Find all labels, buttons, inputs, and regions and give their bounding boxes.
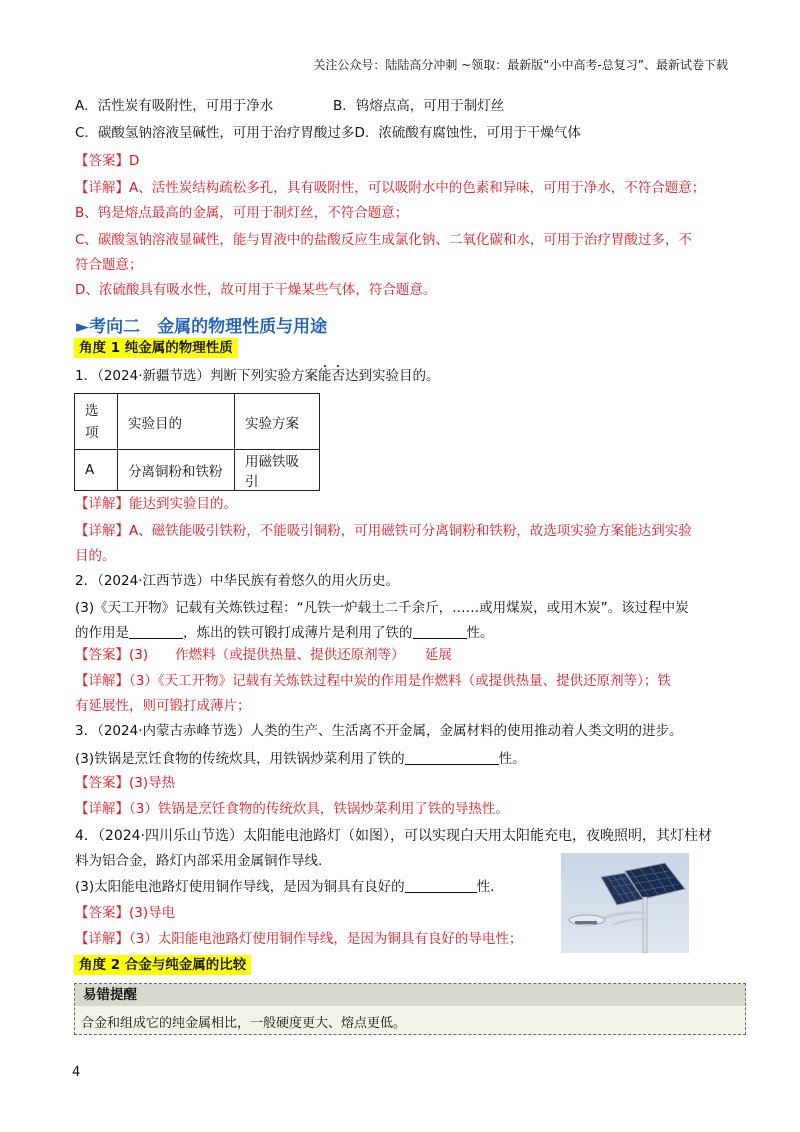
detail-q0-line3: C、碳酸氢钠溶液显碱性，能与胃液中的盐酸反应生成氯化钠、二氧化碳和水，可用于治疗胃酸过多，不 (75, 232, 692, 248)
q1-stem (75, 366, 740, 386)
answer-q0: 【答案】D (75, 153, 140, 169)
q4-stem-line1: 4．（2024·四川乐山节选）太阳能电池路灯（如图），可以实现白天用太阳能充电，夜晚照明，其灯柱材 (75, 828, 712, 844)
detail-q0-line4: 符合题意； (75, 257, 143, 273)
header-option-2: 项 (85, 424, 99, 441)
detail-q1-line2: 【详解】A、磁铁能吸引铁粉，不能吸引铜粉，可用磁铁可分离铜粉和铁粉，故选项实验方案能达到实验 (75, 523, 692, 539)
answer-blank (405, 878, 477, 893)
table-header-option (75, 394, 118, 450)
tip-box (74, 983, 746, 1035)
q4-sub-text-a: (3)太阳能电池路灯使用铜作导线，是因为铜具有良好的 (75, 879, 405, 895)
q4-stem-line2: 料为铝合金，路灯内部采用金属铜作导线. (75, 853, 323, 869)
option-b: B．钨熔点高，可用于制灯丝 (333, 98, 505, 114)
q1-stem-emph2: 否 (331, 368, 345, 384)
solar-street-light-drawing (561, 853, 689, 953)
detail-q4: 【详解】（3）太阳能电池路灯使用铜作导线，是因为铜具有良好的导电性； (75, 931, 523, 947)
table-header-goal: 实验目的 (118, 394, 235, 450)
q4-sub-text-b: 性. (476, 879, 495, 895)
q2-sub-line2 (75, 623, 740, 643)
detail-q0-line1: 【详解】A、活性炭结构疏松多孔，具有吸附性，可以吸附水中的色素和异味，可用于净水，不符合题意； (75, 180, 706, 196)
table-header-plan: 实验方案 (235, 394, 320, 450)
q3-sub-text-a: (3)铁锅是烹饪食物的传统炊具，用铁锅炒菜利用了铁的 (75, 751, 405, 767)
answer-blank (413, 624, 467, 639)
experiment-table (74, 393, 320, 491)
answer-blank (405, 750, 499, 765)
option-d: D．浓硫酸有腐蚀性，可用于干燥气体 (354, 125, 581, 141)
tip-title: 易错提醒 (75, 984, 745, 1006)
page-number: 4 (72, 1065, 81, 1080)
answer-q4: 【答案】(3)导电 (75, 905, 176, 921)
q3-sub (75, 749, 740, 769)
option-a: A．活性炭有吸附性，可用于净水 (75, 98, 274, 114)
q3-sub-text-b: 性。 (498, 751, 526, 767)
q2-sub-text-c: 性。 (466, 625, 494, 641)
option-c: C．碳酸氢钠溶液呈碱性，可用于治疗胃酸过多 (75, 125, 355, 141)
detail-q2-line1: 【详解】（3）《天工开物》记载有关炼铁过程中炭的作用是作燃料（或提供热量、提供还原剂等）；铁 (75, 673, 671, 689)
options-row-cd (75, 123, 740, 143)
q1-stem-post: 达到实验目的。 (345, 368, 440, 384)
q3-stem: 3．（2024·内蒙古赤峰节选）人类的生产、生活离不开金属，金属材料的使用推动着人类文明的进步。 (75, 723, 683, 739)
page-header: 关注公众号：陆陆高分冲刺 ~领取：最新版“小中高考-总复习”、最新试卷下载 (313, 58, 728, 72)
answer-blank (129, 624, 183, 639)
header-option-1: 选 (85, 402, 99, 419)
q1-stem-pre: 1．（2024·新疆节选）判断下列实验方案 (75, 368, 318, 384)
q2-sub-line1: (3)《天工开物》记载有关炼铁过程：“凡铁一炉载土二千余斤，……或用煤炭，或用木炭”。该过程中炭 (75, 600, 689, 616)
table-cell-goal: 分离铜粉和铁粉 (118, 450, 235, 491)
answer-q2: 【答案】(3) 作燃料（或提供热量、提供还原剂等） 延展 (75, 647, 452, 663)
table-cell-plan: 用磁铁吸引 (235, 450, 320, 491)
options-row-ab (75, 96, 740, 116)
detail-q2-line2: 有延展性，则可锻打成薄片； (75, 698, 251, 714)
q1-stem-emph1: 能 (318, 368, 332, 384)
table-cell-option: A (75, 450, 118, 491)
answer-q3: 【答案】(3)导热 (75, 775, 176, 791)
angle-2-heading: 角度 2 合金与纯金属的比较 (74, 955, 251, 975)
solar-street-light-image (561, 853, 689, 953)
q2-stem: 2．（2024·江西节选）中华民族有着悠久的用火历史。 (75, 573, 399, 589)
section-heading: ►考向二 金属的物理性质与用途 (76, 317, 328, 337)
detail-q1-line3: 目的。 (75, 548, 116, 564)
table-header-row (75, 394, 320, 450)
detail-q0-line5: D、浓硫酸具有吸水性，故可用于干燥某些气体，符合题意。 (75, 282, 437, 298)
table-row (75, 450, 320, 491)
angle-1-heading: 角度 1 纯金属的物理性质 (74, 338, 238, 358)
tip-body: 合金和组成它的纯金属相比，一般硬度更大、熔点更低。 (81, 1016, 407, 1031)
q2-sub-text-b: ，炼出的铁可锻打成薄片是利用了铁的 (183, 625, 413, 641)
detail-q1-line1: 【详解】能达到实验目的。 (75, 496, 237, 512)
detail-q3: 【详解】（3）铁锅是烹饪食物的传统炊具，铁锅炒菜利用了铁的导热性。 (75, 801, 509, 817)
q2-sub-text-a: 的作用是 (75, 625, 129, 641)
detail-q0-line2: B、钨是熔点最高的金属，可用于制灯丝，不符合题意； (75, 205, 409, 221)
